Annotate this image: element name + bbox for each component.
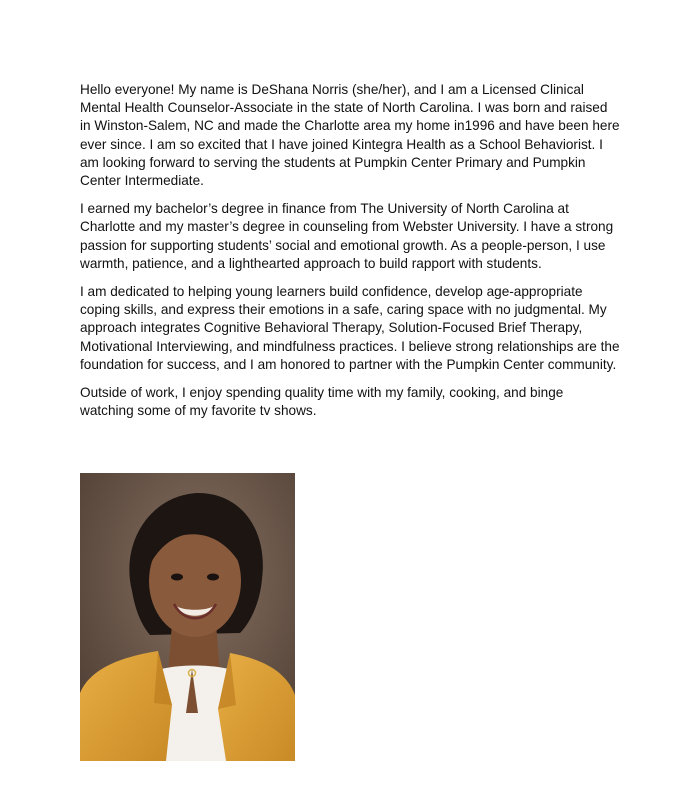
- paragraph-hobbies: Outside of work, I enjoy spending quality time with my family, cooking, and binge watching some of my favorite tv shows.: [80, 385, 564, 419]
- left-eye: [171, 574, 183, 581]
- headshot-photo: [80, 473, 295, 761]
- paragraph-intro: Hello everyone! My name is DeShana Norris (she/her), and I am a Licensed Clinical Mental Health Counselor-Associate in the state of North Carolina. I was born and raised in Winston-Salem, NC and made the Charlotte area my home in1996 and have been here ever since. I am so excited that I have joined Kintegra Health as a School Behaviorist. I am looking forward to serving the students at Pumpkin Center Primary and Pumpkin Center Intermediate.: [80, 82, 620, 189]
- right-eye: [207, 574, 219, 581]
- paragraph-approach: I am dedicated to helping young learners build confidence, develop age-appropriate coping skills, and express their emotions in a safe, caring space with no judgmental. My approach integrates Cognitive Behavioral Therapy, Solution-Focused Brief Therapy, Motivational Interviewing, and mindfulness practices. I believe strong relationships are the foundation for success, and I am honored to partner with the Pumpkin Center community.: [80, 284, 620, 372]
- paragraph-education: I earned my bachelor’s degree in finance from The University of North Carolina at Charlotte and my master’s degree in counseling from Webster University. I have a strong passion for supporting students’ social and emotional growth. As a people-person, I use warmth, patience, and a lighthearted approach to build rapport with students.: [80, 201, 614, 271]
- portrait-illustration: [80, 473, 295, 761]
- document-body: [80, 81, 620, 430]
